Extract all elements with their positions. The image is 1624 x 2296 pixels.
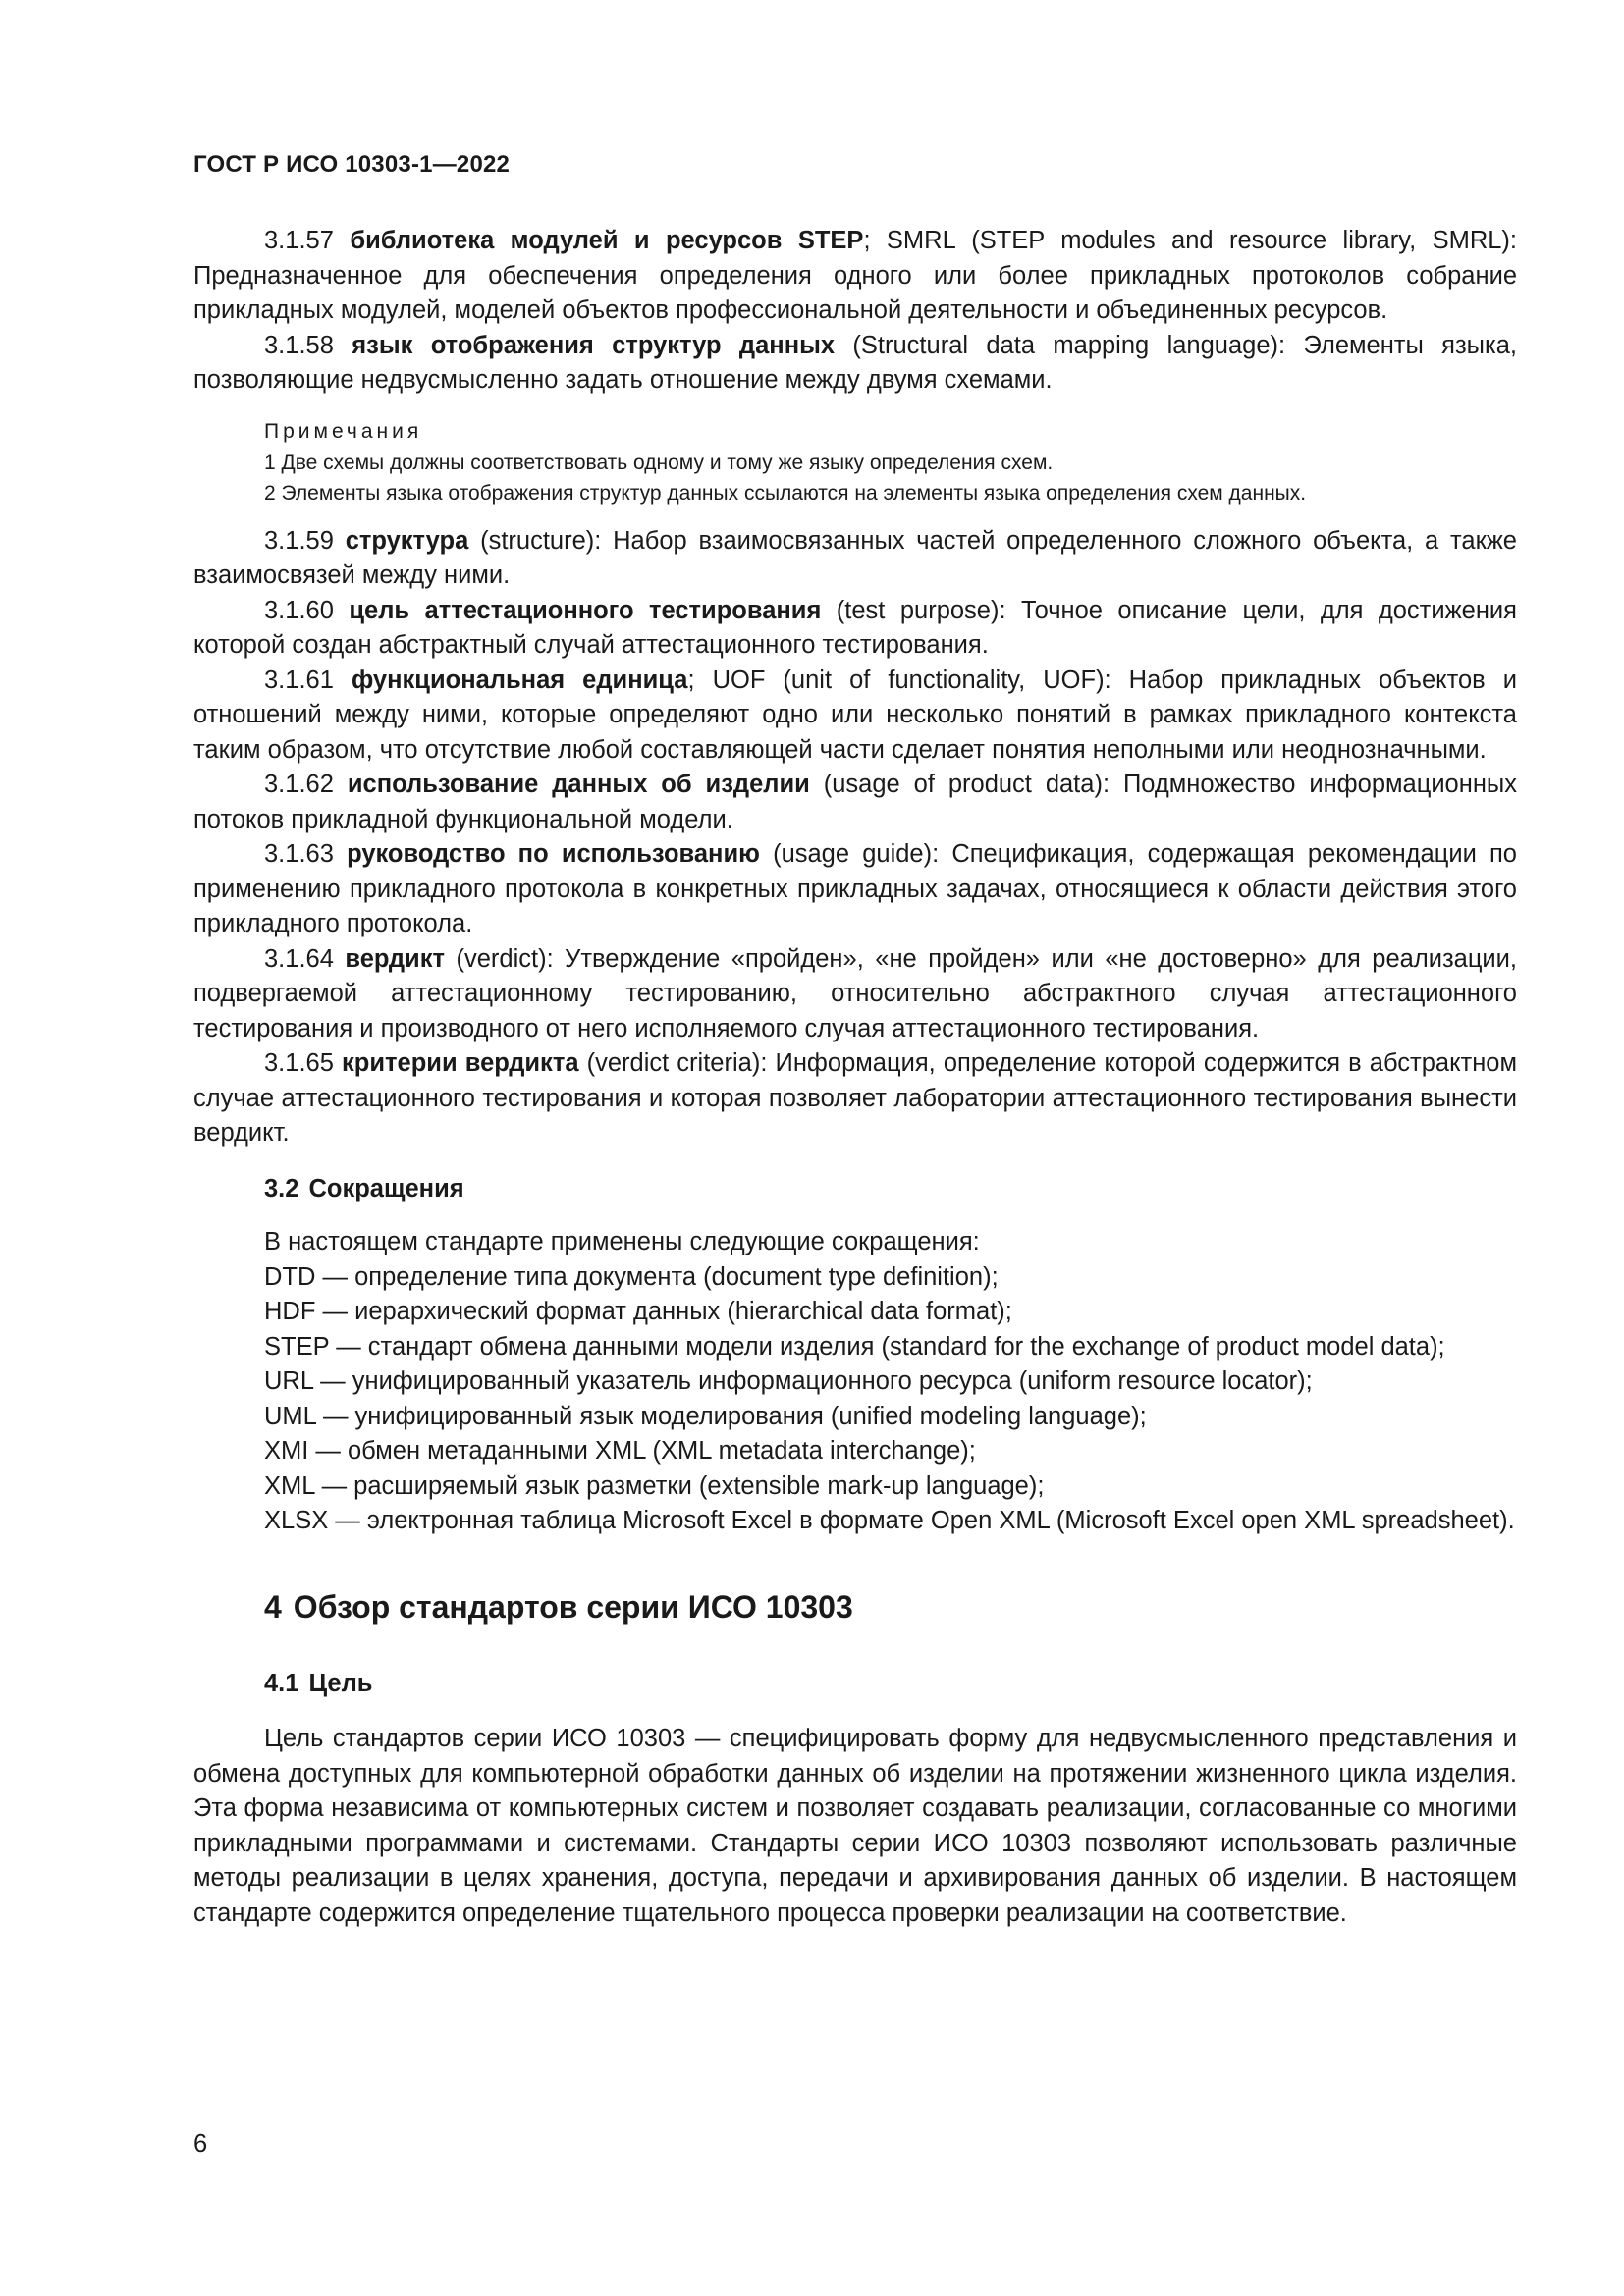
term-name: вердикт [345,944,445,973]
term-name: библиотека модулей и ресурсов STEP [350,227,864,254]
abbreviation-item: XML — расширяемый язык разметки (extensible mark-up language); [264,1471,1045,1500]
abbreviation-item: STEP — стандарт обмена данными модели изделия (standard for the exchange of product model data); [264,1332,1445,1361]
term-3-1-65: 3.1.65 критерии вердикта (verdict criteria): Информация, определение которой содержится в абстрактном случае аттестационного тестирования и которая позволяет лаборатории аттестационного тестирования вынести вердикт. [193,1049,1517,1147]
abbreviation-item: DTD — определение типа документа (document type definition); [264,1262,999,1291]
abbreviations-intro: В настоящем стандарте применены следующие сокращения: [264,1228,980,1255]
note-item: 2 Элементы языка отображения структур данных ссылаются на элементы языка определения схем данных. [264,481,1307,505]
abbreviation-item: XMI — обмен метаданными XML (XML metadata interchange); [264,1437,976,1465]
term-3-1-59: 3.1.59 структура (structure): Набор взаимосвязанных частей определенного сложного объекта, а также взаимосвязей между ними. [193,526,1517,589]
page-number: 6 [193,2130,208,2158]
term-3-1-62: 3.1.62 использование данных об изделии (usage of product data): Подмножество информационных потоков прикладной функциональной модели. [193,771,1517,833]
document-header: ГОСТ Р ИСО 10303-1—2022 [193,151,511,178]
term-name: цель аттестационного тестирования [349,596,822,624]
subsection-heading-abbreviations: 3.2 Сокращения [264,1174,464,1202]
term-3-1-58: 3.1.58 язык отображения структур данных (Structural data mapping language): Элементы языка, позволяющие недвусмысленно задать отношение между двумя схемами. [193,331,1517,394]
term-name: функциональная единица [351,666,688,694]
term-name: критерии вердикта [342,1049,579,1077]
term-name: руководство по использованию [347,840,760,868]
term-3-1-57: 3.1.57 библиотека модулей и ресурсов STEP; SMRL (STEP modules and resource library, SMRL): Предназначенное для обеспечения определения одного или более прикладных протоколов собрание прикладных модулей, моделей объектов профессиональной деятельности и объединенных ресурсов. [193,227,1517,324]
note-item: 1 Две схемы должны соответствовать одному и тому же языку определения схем. [264,451,1054,474]
abbreviation-item: XLSX — электронная таблица Microsoft Excel в формате Open XML (Microsoft Excel open XML spreadsheet). [264,1507,1515,1534]
term-name: структура [345,526,469,555]
term-3-1-60: 3.1.60 цель аттестационного тестирования (test purpose): Точное описание цели, для достижения которой создан абстрактный случай аттестационного тестирования. [193,596,1517,659]
document-body [193,224,1517,1931]
subsection-heading-4-1: 4.1 Цель [264,1669,373,1697]
term-3-1-63: 3.1.63 руководство по использованию (usage guide): Спецификация, содержащая рекомендации по применению прикладного протокола в конкретных прикладных задачах, относящиеся к области действия этого прикладного протокола. [193,840,1517,937]
abbreviation-item: HDF — иерархический формат данных (hierarchical data format); [264,1298,1012,1325]
term-3-1-64: 3.1.64 вердикт (verdict): Утверждение «пройден», «не пройден» или «не достоверно» для реализации, подвергаемой аттестационному тестированию, относительно абстрактного случая аттестационного тестирования и производного от него исполняемого случая аттестационного тестирования. [193,944,1517,1042]
section-heading-4: 4 Обзор стандартов серии ИСО 10303 [264,1588,853,1625]
section-4-1-paragraph: Цель стандартов серии ИСО 10303 — специфицировать форму для недвусмысленного представления и обмена доступных для компьютерной обработки данных об изделии на протяжении жизненного цикла изделия. Эта форма независима от компьютерных систем и позволяет создавать реализации, согласованные со многими прикладными программами и системами. Стандарты серии ИСО 10303 позволяют использовать различные методы реализации в целях хранения, доступа, передачи и архивирования данных об изделии. В настоящем стандарте содержится определение тщательного процесса проверки реализации на соответствие. [193,1725,1517,1927]
notes-heading: Примечания [264,419,423,443]
abbreviation-item: UML — унифицированный язык моделирования (unified modeling language); [264,1402,1147,1430]
notes-block [264,416,1517,508]
term-name: язык отображения структур данных [352,331,836,359]
term-3-1-61: 3.1.61 функциональная единица; UOF (unit of functionality, UOF): Набор прикладных объектов и отношений между ними, которые определяют одно или несколько понятий в рамках прикладного контекста таким образом, что отсутствие любой составляющей части сделает понятия неполными или неоднозначными. [193,666,1517,764]
abbreviation-item: URL — унифицированный указатель информационного ресурса (uniform resource locator); [264,1367,1313,1395]
term-name: использование данных об изделии [347,771,810,798]
